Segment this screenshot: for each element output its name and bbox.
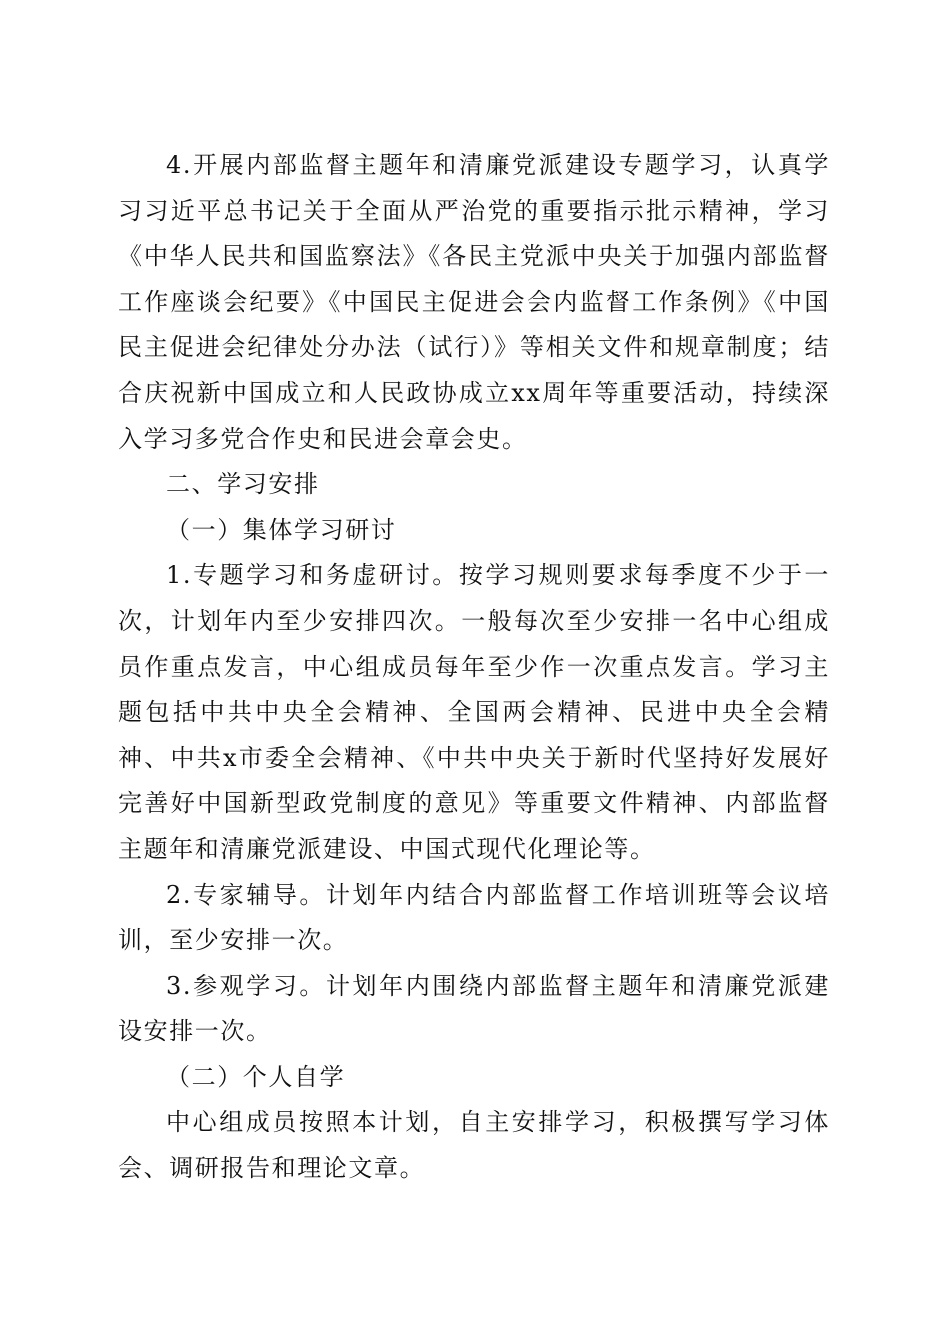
section-heading-study-arrangement: 二、学习安排	[166, 470, 320, 499]
paragraph-item-1: 1.专题学习和务虚研讨。按学习规则要求每季度不少于一次，计划年内至少安排四次。一般每次至少安排一名中心组成员作重点发言，中心组成员每年至少作一次重点发言。学习主题包括中共中央全会精神、全国两会精神、民进中央全会精神、中共x市委全会精神、《中共中央关于新时代坚持好发展好完善好中国新型政党制度的意见》等重要文件精神、内部监督主题年和清廉党派建设、中国式现代化理论等。	[118, 561, 830, 863]
paragraph-item-2: 2.专家辅导。计划年内结合内部监督工作培训班等会议培训，至少安排一次。	[118, 880, 830, 955]
document-body	[118, 143, 830, 1192]
paragraph-item-3: 3.参观学习。计划年内围绕内部监督主题年和清廉党派建设安排一次。	[118, 971, 830, 1046]
paragraph-self-study: 中心组成员按照本计划，自主安排学习，积极撰写学习体会、调研报告和理论文章。	[118, 1108, 830, 1183]
subsection-heading-self-study: （二）个人自学	[166, 1062, 346, 1091]
paragraph-item-4: 4.开展内部监督主题年和清廉党派建设专题学习，认真学习习近平总书记关于全面从严治党的重要指示批示精神，学习《中华人民共和国监察法》《各民主党派中央关于加强内部监督工作座谈会纪要》《中国民主促进会会内监督工作条例》《中国民主促进会纪律处分办法（试行）》等相关文件和规章制度；结合庆祝新中国成立和人民政协成立xx周年等重要活动，持续深入学习多党合作史和民进会章会史。	[118, 151, 830, 453]
subsection-heading-collective-study: （一）集体学习研讨	[166, 515, 397, 544]
